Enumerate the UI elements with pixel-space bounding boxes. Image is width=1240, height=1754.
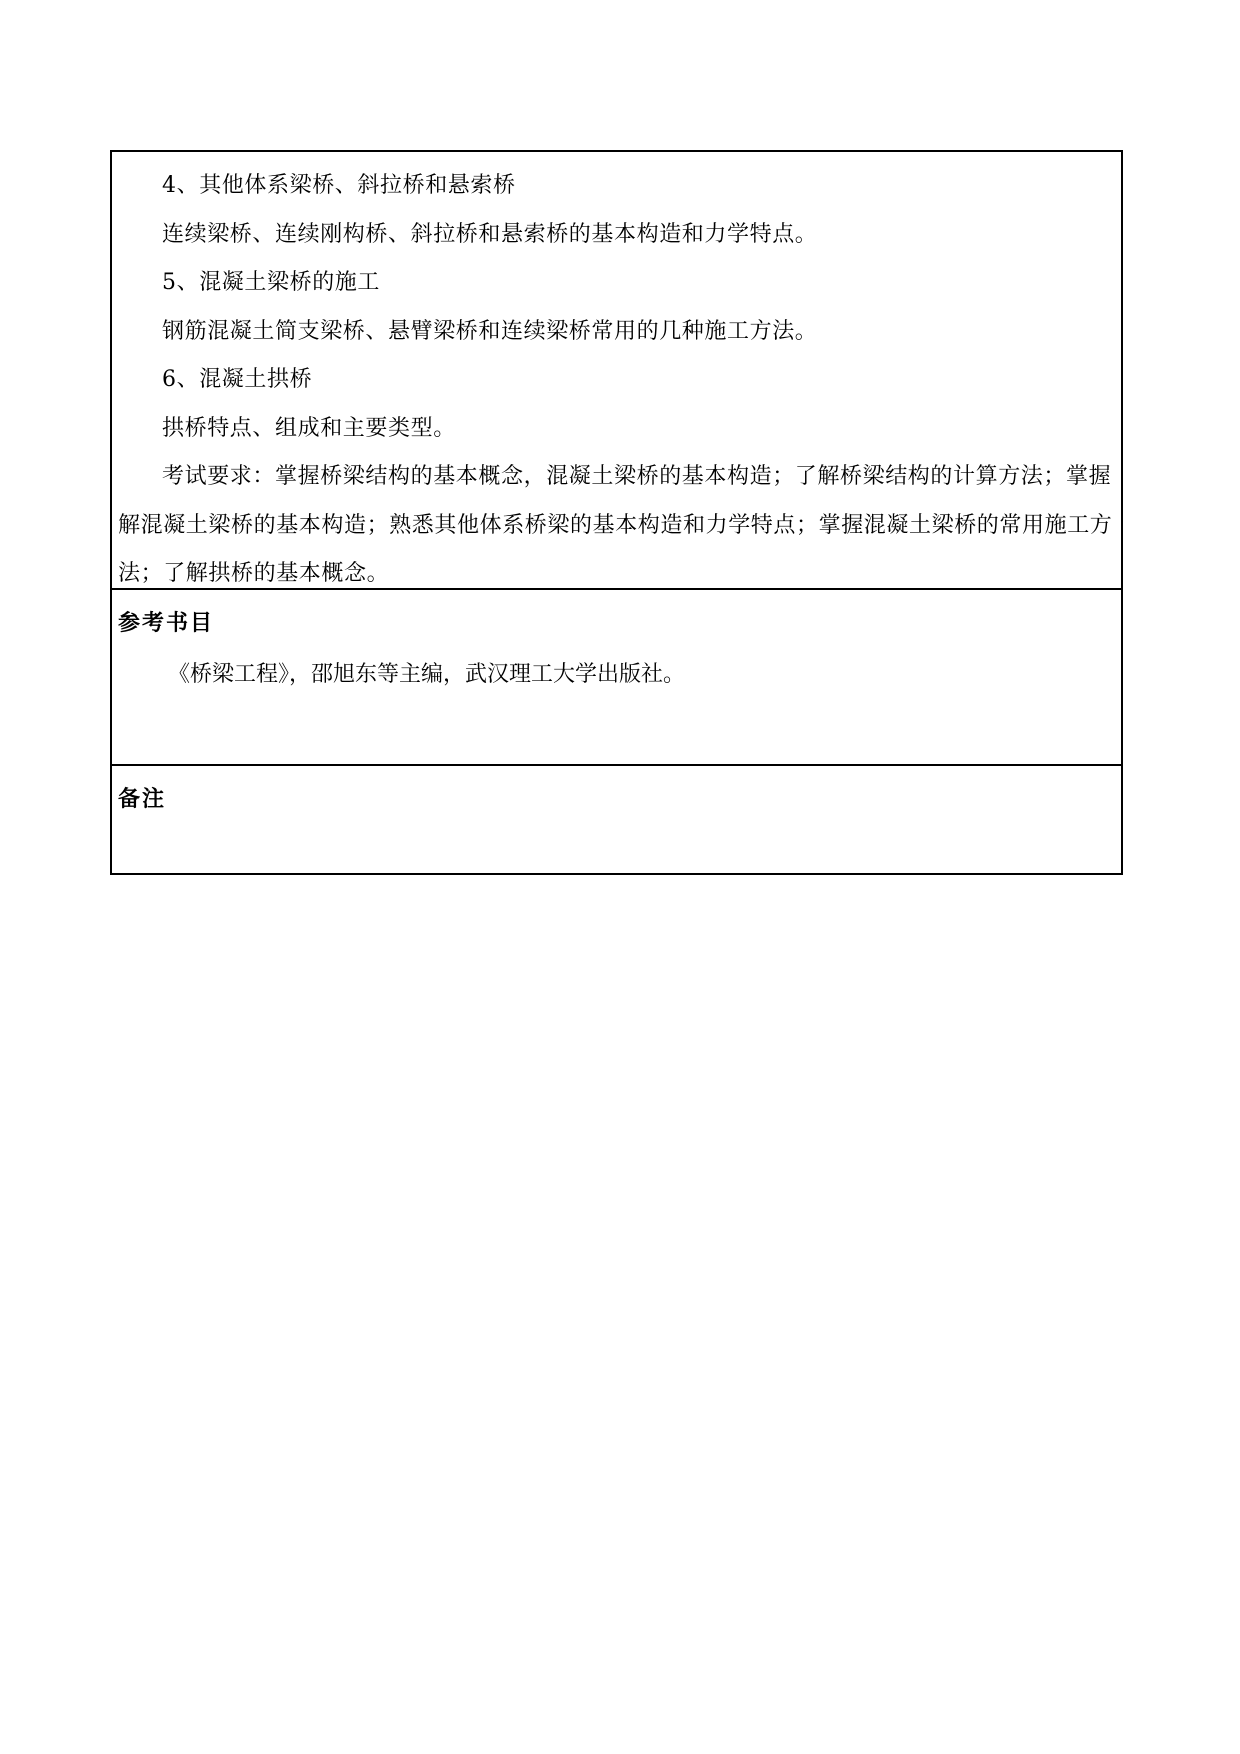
section-6-title: 6、混凝土拱桥 bbox=[162, 367, 313, 392]
exam-requirements: 考试要求：掌握桥梁结构的基本概念，混凝土梁桥的基本构造；了解桥梁结构的计算方法；掌握解混凝土梁桥的基本构造；熟悉其他体系桥梁的基本构造和力学特点；掌握混凝土梁桥的常用施工方法；了解拱桥的基本概念。 bbox=[118, 464, 1113, 586]
section-4-title: 4、其他体系梁桥、斜拉桥和悬索桥 bbox=[162, 173, 516, 198]
references-heading: 参考书目 bbox=[118, 610, 215, 636]
notes-heading: 备注 bbox=[118, 786, 167, 812]
section-4-body: 连续梁桥、连续刚构桥、斜拉桥和悬索桥的基本构造和力学特点。 bbox=[162, 221, 818, 247]
notes-cell bbox=[112, 766, 1121, 873]
section-5-title: 5、混凝土梁桥的施工 bbox=[162, 270, 380, 295]
syllabus-table bbox=[110, 150, 1123, 875]
references-cell bbox=[112, 590, 1121, 766]
content-cell bbox=[112, 152, 1121, 590]
section-6-body: 拱桥特点、组成和主要类型。 bbox=[162, 415, 456, 441]
reference-book: 《桥梁工程》，邵旭东等主编，武汉理工大学出版社。 bbox=[168, 662, 686, 687]
section-5-body: 钢筋混凝土简支梁桥、悬臂梁桥和连续梁桥常用的几种施工方法。 bbox=[162, 318, 818, 344]
